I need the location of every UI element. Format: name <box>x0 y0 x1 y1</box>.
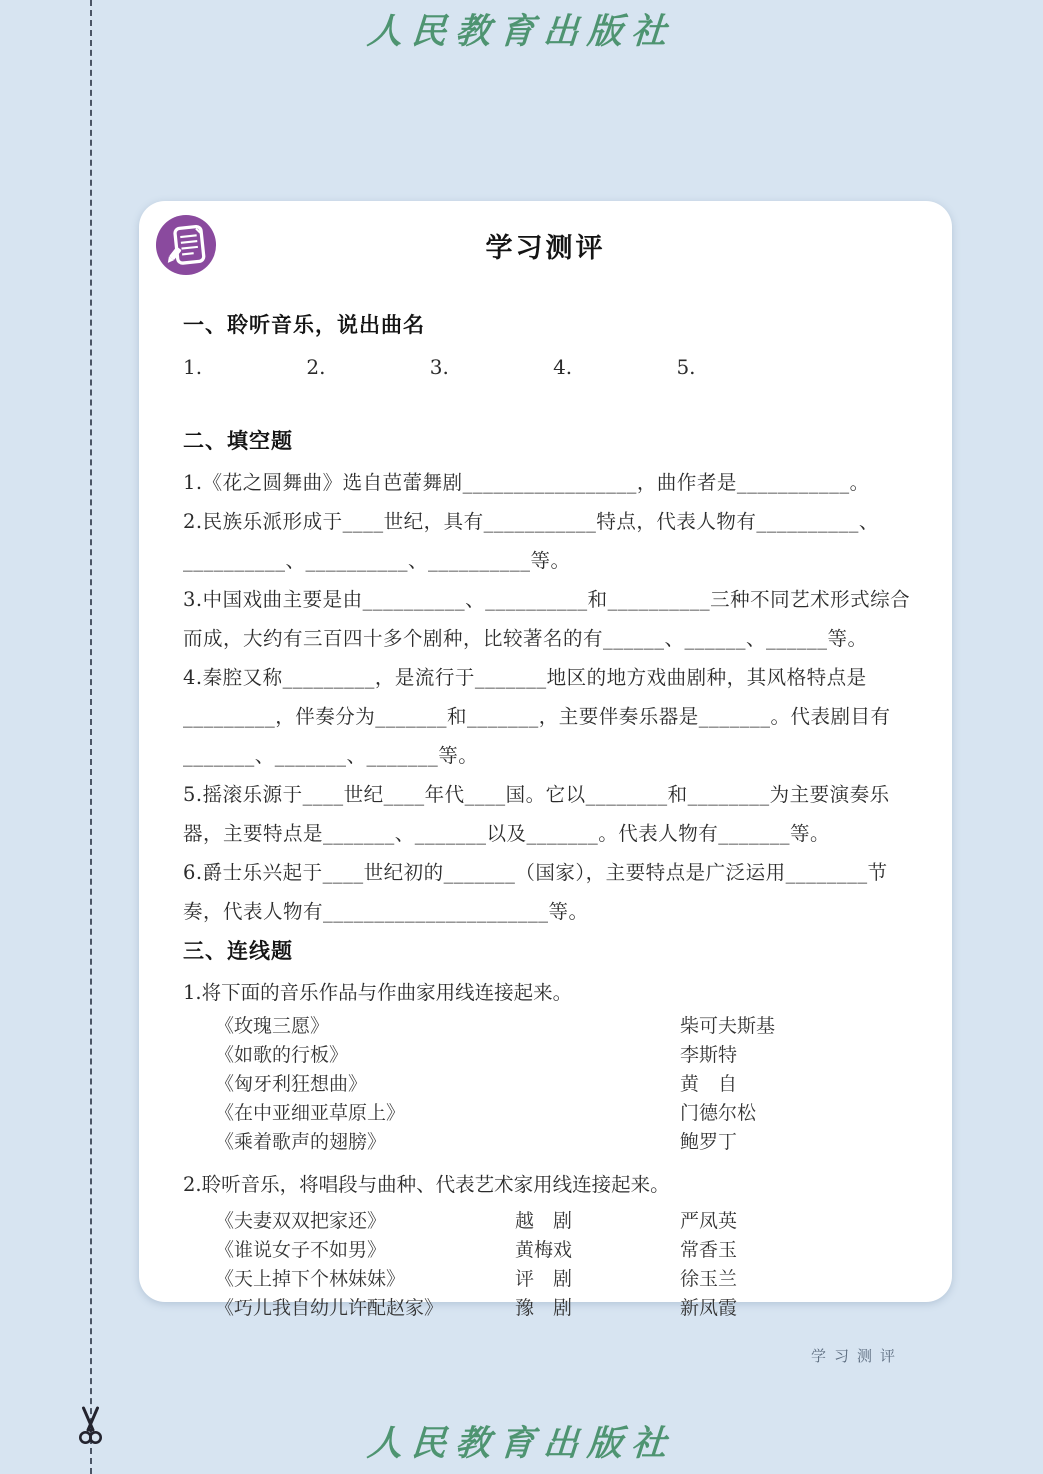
section-listening-heading: 一、聆听音乐，说出曲名 <box>183 313 425 337</box>
match-triple-row <box>183 1265 926 1294</box>
listening-item-number: 2. <box>306 355 326 379</box>
fill-question-list <box>183 463 926 931</box>
match-pair-row <box>183 1012 926 1041</box>
fill-question: 1.《花之圆舞曲》选自芭蕾舞剧_________________，曲作者是___________。 <box>183 471 870 494</box>
publisher-logo-bottom: 人民教育出版社 <box>365 1423 677 1464</box>
publisher-logo-top: 人民教育出版社 <box>365 11 677 52</box>
footer-page-label: 学习测评 <box>810 1347 903 1365</box>
match-triple-row <box>183 1294 926 1323</box>
match-pair-row <box>183 1070 926 1099</box>
matching-exercise1-list <box>183 1012 926 1157</box>
opera-type: 评 剧 <box>515 1268 573 1290</box>
artist-name: 严凤英 <box>680 1210 738 1232</box>
listening-item-number: 5. <box>676 355 696 379</box>
song-title: 《在中亚细亚草原上》 <box>215 1102 406 1124</box>
fill-question: 5.摇滚乐源于____世纪____年代____国。它以________和________为主要演奏乐器，主要特点是_______、_______以及_______。代表人物有_______等。 <box>183 783 890 845</box>
composer-name: 柴可夫斯基 <box>680 1015 776 1037</box>
aria-title: 《夫妻双双把家还》 <box>215 1210 387 1232</box>
artist-name: 徐玉兰 <box>680 1268 738 1290</box>
listening-item-number: 4. <box>553 355 573 379</box>
opera-type: 黄梅戏 <box>515 1239 573 1261</box>
aria-title: 《天上掉下个林妹妹》 <box>215 1268 406 1290</box>
match-pair-row <box>183 1099 926 1128</box>
matching-exercise2-prompt: 2.聆听音乐，将唱段与曲种、代表艺术家用线连接起来。 <box>183 1173 670 1196</box>
song-title: 《匈牙利狂想曲》 <box>215 1073 368 1095</box>
card-content <box>139 309 952 1323</box>
fill-question: 4.秦腔又称_________，是流行于_______地区的地方戏曲剧种，其风格特点是_________，伴奏分为_______和_______，主要伴奏乐器是_______。代表剧目有_______、_______、_______等。 <box>183 666 891 767</box>
section-fill-heading: 二、填空题 <box>183 429 293 453</box>
cut-dashed-line <box>90 0 92 1474</box>
composer-name: 门德尔松 <box>680 1102 757 1124</box>
artist-name: 常香玉 <box>680 1239 738 1261</box>
notepad-pencil-icon <box>155 214 217 276</box>
listening-number-row <box>183 355 926 379</box>
matching-exercise2-list <box>183 1207 926 1323</box>
section-listening <box>183 309 926 379</box>
fill-question: 3.中国戏曲主要是由__________、__________和__________三种不同艺术形式综合而成，大约有三百四十多个剧种，比较著名的有______、______、______等。 <box>183 588 911 650</box>
aria-title: 《巧儿我自幼儿许配赵家》 <box>215 1297 444 1319</box>
composer-name: 鲍罗丁 <box>680 1131 738 1153</box>
song-title: 《如歌的行板》 <box>215 1044 349 1066</box>
section-matching <box>183 935 926 1323</box>
page-title: 学习测评 <box>485 233 606 264</box>
fill-question: 6.爵士乐兴起于____世纪初的_______（国家），主要特点是广泛运用________节奏，代表人物有______________________等。 <box>183 861 888 923</box>
artist-name: 新凤霞 <box>680 1297 738 1319</box>
section-matching-heading: 三、连线题 <box>183 939 293 963</box>
match-pair-row <box>183 1128 926 1157</box>
match-triple-row <box>183 1236 926 1265</box>
fill-question: 2.民族乐派形成于____世纪，具有___________特点，代表人物有__________、__________、__________、__________等。 <box>183 510 879 572</box>
section-fill-blanks <box>183 425 926 931</box>
composer-name: 李斯特 <box>680 1044 738 1066</box>
listening-item-number: 3. <box>429 355 449 379</box>
worksheet-card <box>139 201 952 1319</box>
composer-name: 黄 自 <box>680 1073 738 1095</box>
match-pair-row <box>183 1041 926 1070</box>
match-triple-row <box>183 1207 926 1236</box>
song-title: 《乘着歌声的翅膀》 <box>215 1131 387 1153</box>
opera-type: 豫 剧 <box>515 1297 573 1319</box>
matching-exercise1-prompt: 1.将下面的音乐作品与作曲家用线连接起来。 <box>183 981 573 1004</box>
song-title: 《玫瑰三愿》 <box>215 1015 330 1037</box>
aria-title: 《谁说女子不如男》 <box>215 1239 387 1261</box>
opera-type: 越 剧 <box>515 1210 573 1232</box>
listening-item-number: 1. <box>183 355 203 379</box>
